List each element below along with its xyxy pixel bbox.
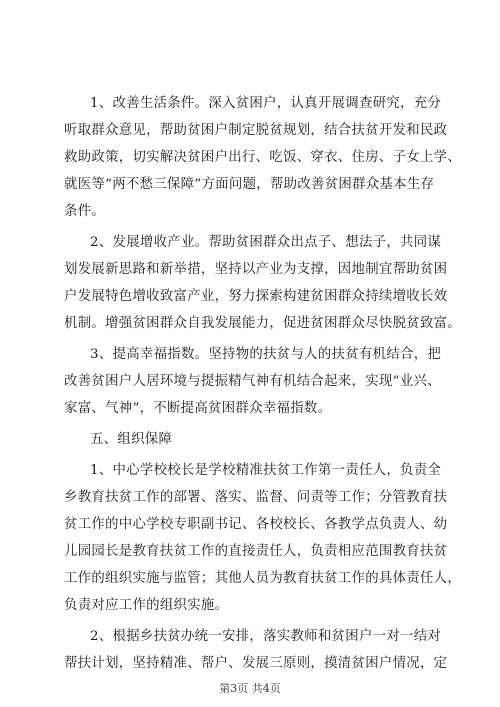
paragraph-improve-living-conditions: [64, 90, 462, 225]
text-line: 1、中心学校校长是学校精准扶贫工作第一责任人，负责全: [90, 463, 442, 478]
page-number-footer: 第3页 共4页: [219, 682, 281, 695]
paragraph-pairing-assistance: [64, 623, 448, 677]
paragraph-happiness-index: [64, 341, 444, 422]
text-line: 条件。: [64, 204, 106, 219]
text-line: 听取群众意见，帮助贫困户制定脱贫规划，结合扶贫开发和民政: [64, 123, 448, 138]
text-line: 户发展特色增收致富产业，努力探索构建贫困群众持续增收长效: [64, 289, 448, 304]
text-line: 家富、气神”，不断提高贫困群众幸福指数。: [64, 401, 332, 416]
section-heading: [64, 426, 444, 453]
section-title: 五、组织保障: [90, 432, 173, 447]
text-line: 划发展新思路和新举措，坚持以产业为支撑，因地制宜帮助贫困: [64, 262, 448, 277]
document-body: [64, 90, 462, 681]
text-line: 乡教育扶贫工作的部署、落实、监督、问责等工作；分管教育扶: [64, 490, 448, 505]
text-line: 机制。增强贫困群众自我发展能力，促进贫困群众尽快脱贫致富。: [64, 316, 462, 331]
text-line: 救助政策，切实解决贫困户出行、吃饭、穿衣、住房、子女上学、: [64, 150, 462, 165]
text-line: 2、根据乡扶贫办统一安排，落实教师和贫困户一对一结对: [90, 629, 442, 644]
text-line: 2、发展增收产业。帮助贫困群众出点子、想法子，共同谋: [90, 235, 442, 250]
text-line: 1、改善生活条件。深入贫困户，认真开展调查研究，充分: [90, 96, 442, 111]
paragraph-responsibility: [64, 457, 462, 619]
text-line: 帮扶计划，坚持精准、帮户、发展三原则，摸清贫困户情况，定: [64, 656, 448, 671]
text-line: 负责对应工作的组织实施。: [64, 598, 229, 613]
paragraph-develop-industry: [64, 229, 462, 337]
text-line: 贫工作的中心学校专职副书记、各校校长、各教学点负责人、幼: [64, 517, 448, 532]
text-line: 工作的组织实施与监管；其他人员为教育扶贫工作的具体责任人，: [64, 571, 462, 586]
text-line: 就医等“两不愁三保障”方面问题，帮助改善贫困群众基本生存: [64, 177, 435, 192]
text-line: 儿园园长是教育扶贫工作的直接责任人，负责相应范围教育扶贫: [64, 544, 448, 559]
text-line: 3、提高幸福指数。坚持物的扶贫与人的扶贫有机结合，把: [90, 347, 442, 362]
text-line: 改善贫困户人居环境与提振精气神有机结合起来，实现“业兴、: [64, 374, 441, 389]
